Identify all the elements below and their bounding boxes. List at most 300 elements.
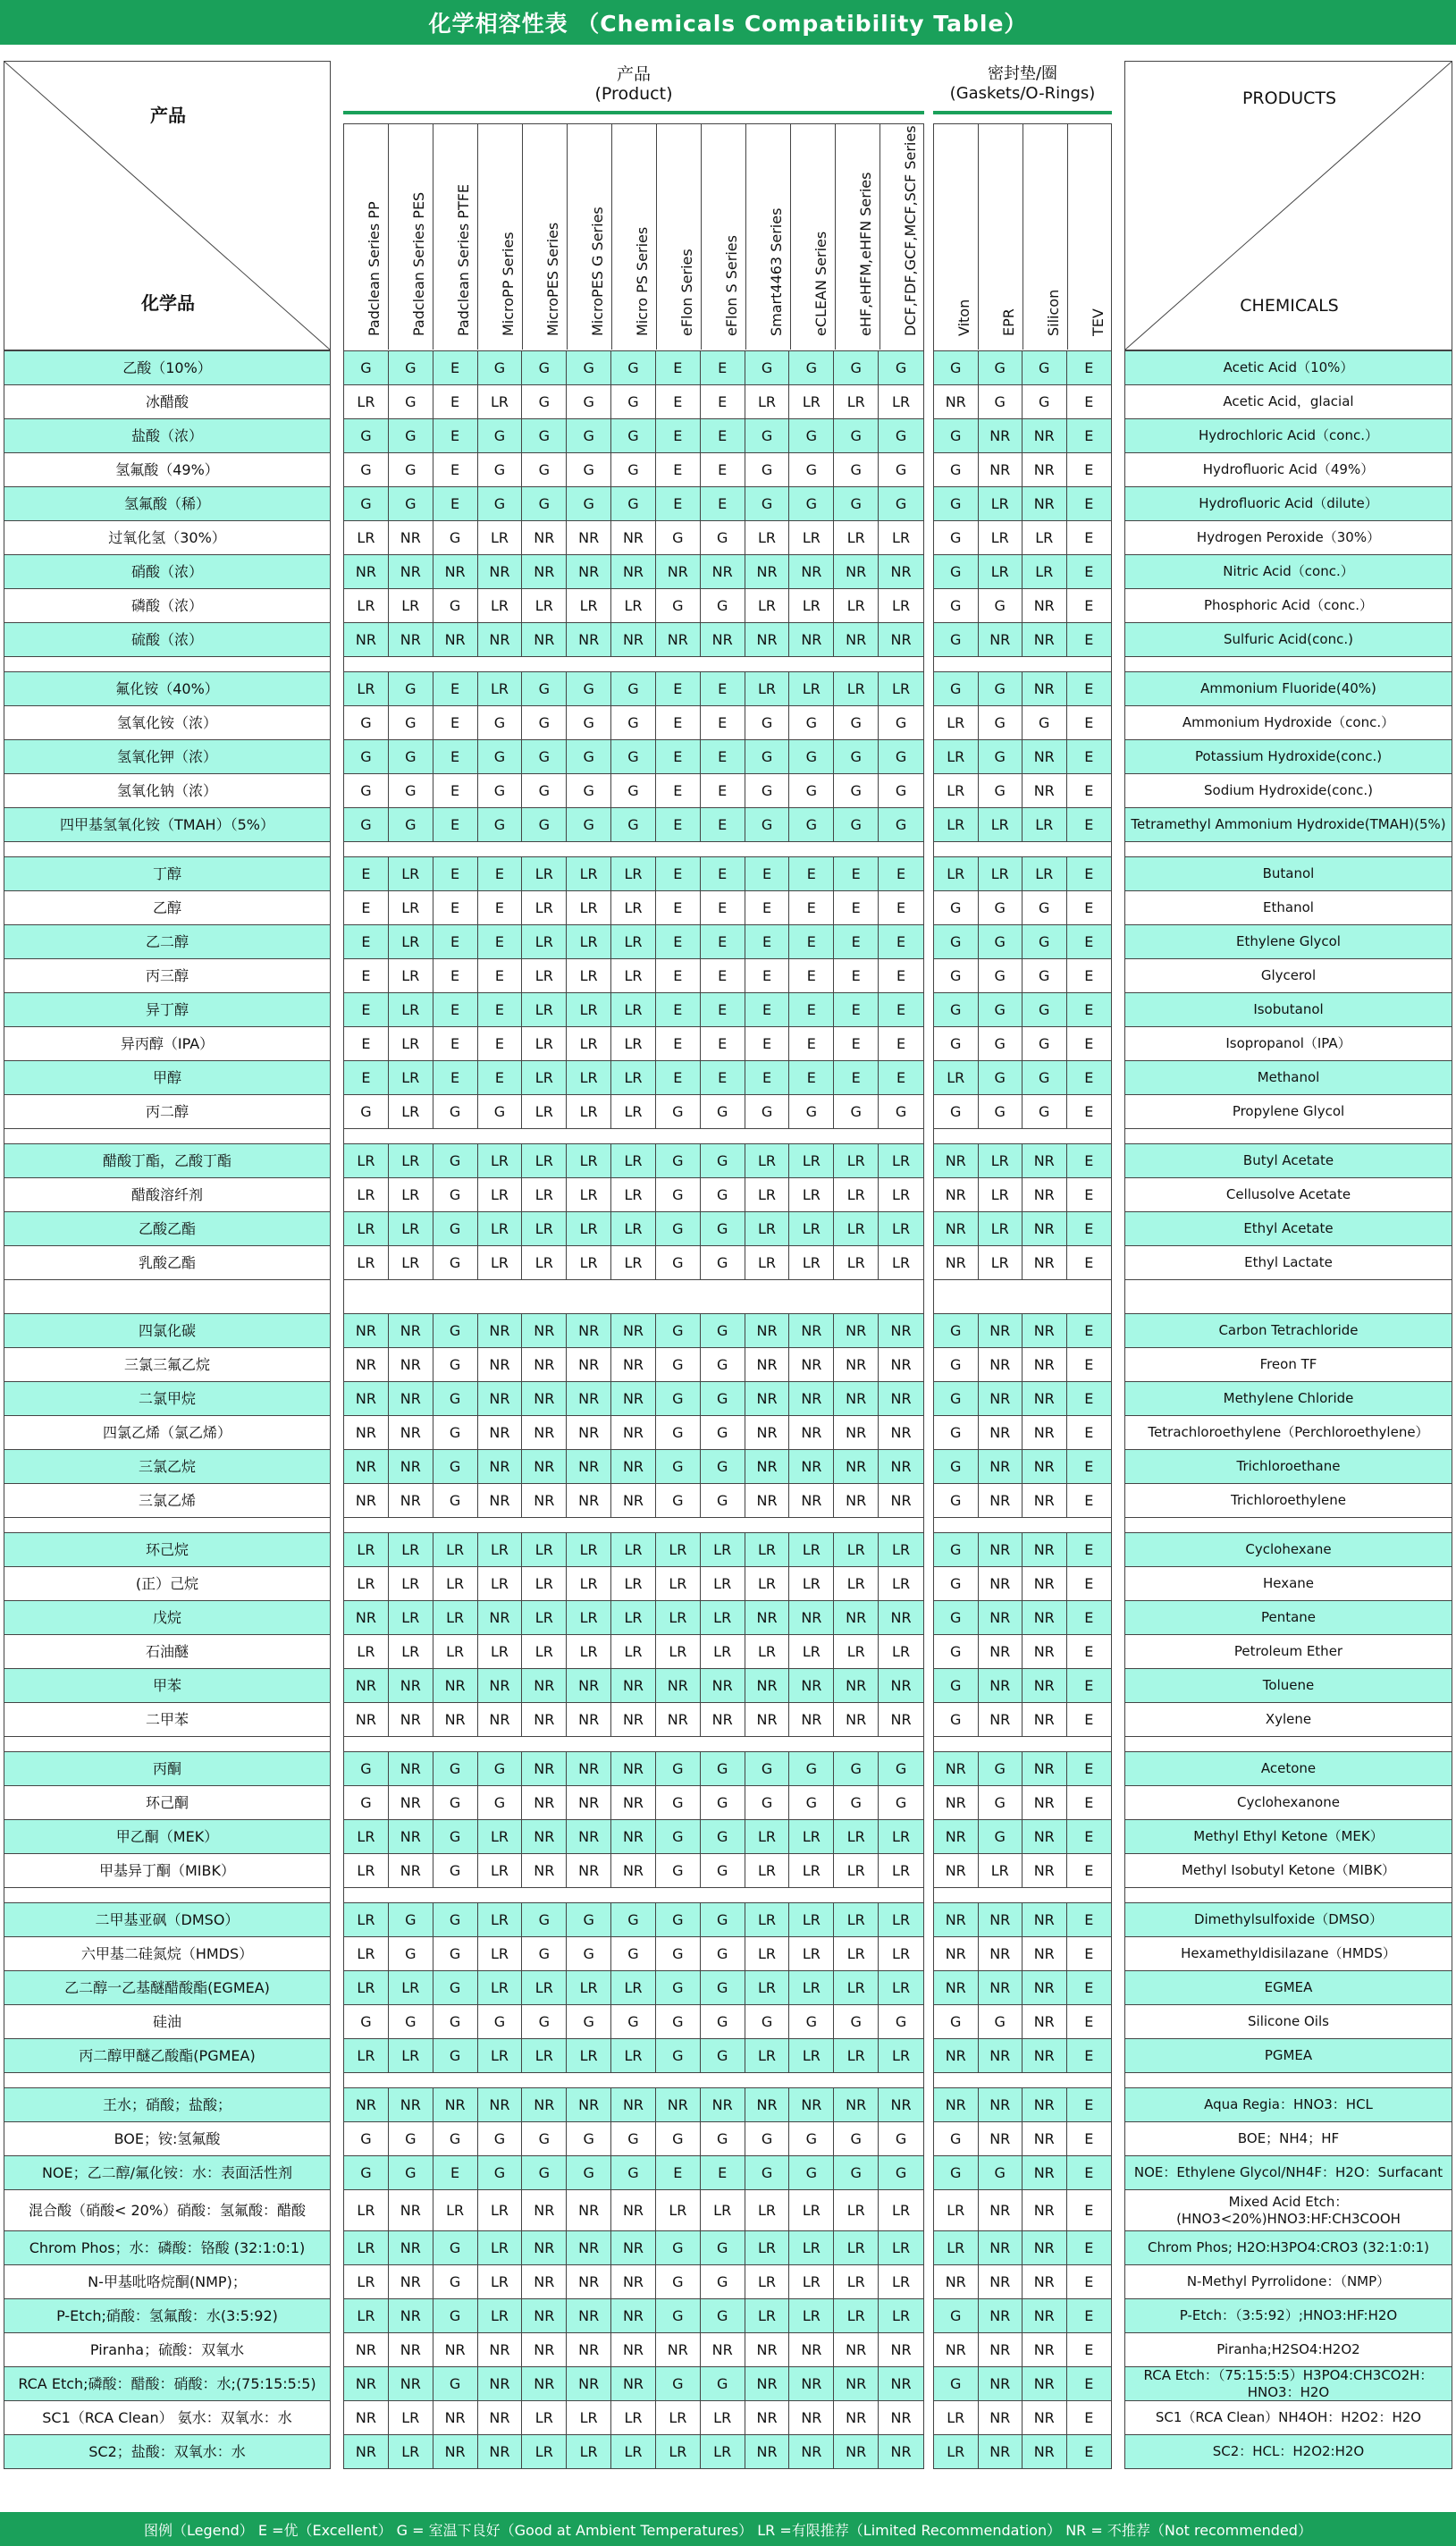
rating-cell: G [656,1786,701,1819]
table-row-label-cn [4,1415,331,1449]
table-row-label-en [1124,1785,1452,1819]
rating-cell: NR [522,1382,567,1415]
rating-cell: NR [1023,419,1067,452]
rating-cell: NR [522,2088,567,2121]
product-column-label: Padclean Series PP [365,201,383,336]
rating-cell: LR [789,385,834,418]
rating-cell: LR [611,1061,656,1094]
table-row-label-cn [4,705,331,739]
rating-cell: E [789,925,834,958]
table-row-products [343,773,924,807]
rating-cell: E [745,959,790,992]
rating-cell: LR [522,2401,567,2434]
table-row-label-cn [4,1566,331,1600]
rating-cell: E [656,808,701,841]
rating-cell: G [478,774,523,807]
group-separator [1124,1736,1452,1751]
table-row-gaskets [933,2400,1112,2434]
rating-cell: LR [892,679,911,697]
table-row-label-cn [4,1211,331,1245]
rating-cell: NR [979,453,1023,486]
table-row-products [343,1060,924,1094]
rating-cell: G [1023,891,1067,924]
rating-cell: LR [567,1601,611,1634]
rating-cell: E [656,419,701,452]
chemical-name-cn: SC1（RCA Clean） 氨水：双氧水：水 [42,2409,292,2426]
rating-cell: NR [389,1854,433,1887]
rating-cell: G [934,1382,979,1415]
rating-cell: LR [656,1567,701,1600]
rating-cell: G [895,358,907,376]
rating-cell: E [656,993,701,1026]
rating-cell: E [1084,1540,1094,1558]
rating-cell: NR [567,521,611,554]
rating-cell: G [656,1246,701,1279]
chemical-name-en: Butanol [1262,865,1315,881]
rating-cell: NR [1023,1382,1067,1415]
rating-cell: NR [890,1676,912,1694]
rating-cell: G [745,453,790,486]
chemical-name-cn: Chrom Phos；水：磷酸：铬酸 (32:1:0:1) [29,2239,306,2256]
rating-cell: E [1084,460,1094,478]
chemical-name-cn: 王水；硝酸；盐酸； [102,2096,231,2113]
rating-cell: E [344,891,389,924]
rating-cell: NR [1023,1601,1067,1634]
rating-cell: LR [1023,555,1067,588]
rating-cell: NR [1023,623,1067,656]
rating-cell: E [1084,426,1094,444]
rating-cell: LR [478,385,523,418]
rating-cell: NR [789,1484,834,1517]
rating-cell: G [934,487,979,520]
rating-cell: NR [745,2435,790,2468]
table-row-gaskets [933,1483,1112,1517]
rating-cell: G [701,2039,745,2072]
rating-cell: NR [567,1416,611,1449]
rating-cell: LR [522,959,567,992]
rating-cell: E [834,891,879,924]
rating-cell: NR [890,1608,912,1626]
product-column-label: DCF,FDF,GCF,MCF,SCF Series [902,125,919,336]
rating-cell: G [934,589,979,622]
table-row-gaskets [933,958,1112,992]
rating-cell: E [701,419,745,452]
rating-cell: E [834,1027,879,1060]
rating-cell: NR [389,1450,433,1483]
rating-cell: NR [522,1450,567,1483]
rating-cell: NR [1023,2367,1067,2400]
rating-cell: G [701,589,745,622]
rating-cell: LR [344,521,389,554]
table-row-label-en [1124,671,1452,705]
rating-cell: G [389,774,433,807]
rating-cell: E [701,808,745,841]
table-row-label-cn [4,1177,331,1211]
chemical-name-en: Piranha;H2SO4:H2O2 [1216,2341,1360,2357]
table-row-products [343,1970,924,2004]
rating-cell: NR [522,2231,567,2264]
rating-cell: NR [344,555,389,588]
table-row-label-en [1124,2121,1452,2155]
rating-cell: NR [567,2265,611,2298]
table-row-gaskets [933,384,1112,418]
rating-cell: LR [892,1185,911,1203]
rating-cell: LR [611,1635,656,1668]
rating-cell: G [789,2122,834,2155]
rating-cell: G [344,351,389,384]
table-row-gaskets [933,1902,1112,1936]
rating-cell: NR [611,1484,656,1517]
chemical-name-en: Methylene Chloride [1223,1390,1354,1406]
rating-cell: LR [522,891,567,924]
table-row-products [343,2264,924,2298]
rating-cell: LR [389,1601,433,1634]
rating-cell: LR [478,1635,523,1668]
table-row-label-cn [4,554,331,588]
table-row-products [343,1600,924,1634]
table-row-label-en [1124,1566,1452,1600]
table-row-label-cn [4,2298,331,2332]
rating-cell: LR [745,2039,790,2072]
rating-cell: G [389,487,433,520]
rating-cell: LR [834,521,879,554]
rating-cell: NR [522,2333,567,2366]
rating-cell: LR [611,1212,656,1245]
table-row-gaskets [933,588,1112,622]
table-row-label-en [1124,924,1452,958]
rating-cell: E [1084,1491,1094,1509]
table-row-label-en [1124,2189,1452,2230]
rating-cell: LR [611,1567,656,1600]
rating-cell: LR [611,589,656,622]
table-row-gaskets [933,1600,1112,1634]
rating-cell: NR [656,623,701,656]
rating-cell: G [979,385,1023,418]
rating-cell: NR [834,623,879,656]
chemical-name-en: Potassium Hydroxide(conc.) [1194,748,1383,764]
table-row-products [343,1483,924,1517]
rating-cell: LR [745,1937,790,1970]
rating-cell: G [979,925,1023,958]
table-row-label-en [1124,1094,1452,1128]
table-row-products [343,958,924,992]
rating-cell: NR [979,1348,1023,1381]
rating-cell: E [1084,747,1094,765]
rating-cell: G [895,713,907,731]
table-row-label-cn [4,2189,331,2230]
rating-cell: NR [979,2088,1023,2121]
table-row-label-en [1124,418,1452,452]
rating-cell: E [1084,1457,1094,1475]
chemical-name-cn: 环己烷 [145,1541,189,1558]
gasket-column-header [979,124,1023,350]
rating-cell: NR [979,2401,1023,2434]
rating-cell: G [389,2156,433,2189]
table-row-gaskets [933,1143,1112,1177]
rating-cell: LR [611,1246,656,1279]
rating-cell: NR [389,2231,433,2264]
product-column-label: MicroPES G Series [588,207,606,336]
table-row-gaskets [933,2230,1112,2264]
rating-cell: LR [934,1061,979,1094]
rating-cell: E [656,385,701,418]
chemical-name-cn: 盐酸（浓） [130,427,203,444]
rating-cell: LR [567,857,611,890]
rating-cell: LR [701,1601,745,1634]
table-row-label-cn [4,958,331,992]
table-row-gaskets [933,992,1112,1026]
rating-cell: NR [389,1669,433,1702]
table-row-gaskets [933,520,1112,554]
rating-cell: G [567,1937,611,1970]
rating-cell: NR [344,1601,389,1634]
rating-cell: LR [522,993,567,1026]
rating-cell: NR [1023,1246,1067,1279]
rating-cell: G [656,1484,701,1517]
rating-cell: G [745,2156,790,2189]
rating-cell: NR [567,1703,611,1736]
group-separator [1124,656,1452,671]
rating-cell: NR [934,1971,979,2004]
rating-cell: LR [611,1533,656,1566]
chemical-name-cn: 四氯化碳 [138,1322,196,1339]
table-row-label-cn [4,2230,331,2264]
rating-cell: LR [522,1144,567,1177]
table-row-label-en [1124,1415,1452,1449]
rating-cell: NR [344,1703,389,1736]
rating-cell: LR [611,1971,656,2004]
rating-cell: G [834,808,879,841]
rating-cell: G [934,672,979,705]
table-row-products [343,2400,924,2434]
table-row-label-cn [4,1381,331,1415]
table-row-products [343,2434,924,2468]
rating-cell: LR [478,2190,523,2230]
chemical-name-cn: 乙二醇 [145,933,189,950]
rating-cell: LR [745,1854,790,1887]
chemical-name-cn: 二氯甲烷 [138,1390,196,1407]
rating-cell: NR [1023,487,1067,520]
rating-cell: LR [789,1144,834,1177]
rating-cell: LR [892,1540,911,1558]
rating-cell: E [701,1027,745,1060]
rating-cell: NR [389,1314,433,1347]
chemical-name-cn: 异丙醇（IPA） [120,1035,215,1052]
rating-cell: LR [389,891,433,924]
rating-cell: G [478,706,523,739]
rating-cell: G [895,1759,907,1777]
table-row-label-cn [4,520,331,554]
rating-cell: LR [789,1212,834,1245]
rating-cell: G [656,1450,701,1483]
rating-cell: G [656,521,701,554]
rating-cell: G [478,1095,523,1128]
rating-cell: E [1084,2046,1094,2064]
rating-cell: LR [892,596,911,614]
rating-cell: G [389,740,433,773]
table-row-label-en [1124,2038,1452,2072]
rating-cell: NR [344,2333,389,2366]
rating-cell: NR [789,2401,834,2434]
rating-cell: LR [522,925,567,958]
table-row-label-en [1124,1634,1452,1668]
rating-cell: G [656,1348,701,1381]
rating-cell: LR [389,1144,433,1177]
rating-cell: G [522,487,567,520]
chemical-name-en: Cyclohexanone [1237,1794,1340,1810]
table-row-label-cn [4,2400,331,2434]
rating-cell: G [611,740,656,773]
table-row-label-cn [4,890,331,924]
chemical-name-en: Hydrofluoric Acid（dilute） [1199,495,1378,511]
rating-cell: G [701,1095,745,1128]
rating-cell: NR [934,1212,979,1245]
rating-cell: G [979,2005,1023,2038]
chemical-name-cn: 乙醇 [152,899,181,916]
rating-cell: NR [934,2333,979,2366]
chemical-name-en: Acetone [1260,1760,1317,1776]
rating-cell: G [656,1752,701,1785]
rating-cell: NR [611,1820,656,1853]
rating-cell: G [701,1484,745,1517]
rating-cell: LR [701,1533,745,1566]
rating-cell: NR [1023,672,1067,705]
rating-cell: E [1084,1355,1094,1373]
rating-cell: NR [611,1669,656,1702]
rating-cell: NR [389,1752,433,1785]
rating-cell: E [344,925,389,958]
rating-cell: G [433,1144,478,1177]
rating-cell: NR [433,2088,478,2121]
rating-cell: NR [611,1450,656,1483]
rating-cell: LR [789,672,834,705]
rating-cell: NR [934,2088,979,2121]
chemical-name-en: RCA Etch：（75:15:5:5）H3PO4:CH3CO2H：HNO3：H2O [1143,2366,1434,2400]
rating-cell: LR [789,1178,834,1211]
table-row-products [343,1381,924,1415]
rating-cell: G [344,2005,389,2038]
right-header-top: PRODUCTS [1241,89,1337,108]
table-row-label-en [1124,1313,1452,1347]
rating-cell: NR [522,1703,567,1736]
rating-cell: NR [478,555,523,588]
rating-cell: G [701,1246,745,1279]
rating-cell: G [611,2156,656,2189]
rating-cell: G [567,808,611,841]
chemical-name-en: Carbon Tetrachloride [1218,1322,1359,1338]
table-row-label-cn [4,2332,331,2366]
rating-cell: G [895,460,907,478]
rating-cell: NR [979,1601,1023,1634]
chemical-name-cn: 氢氧化铵（浓） [116,714,217,731]
rating-cell: E [433,453,478,486]
rating-cell: G [656,1903,701,1936]
rating-cell: G [656,1314,701,1347]
rating-cell: NR [478,1484,523,1517]
group-separator [4,1128,331,1143]
rating-cell: NR [433,555,478,588]
rating-cell: LR [745,1820,790,1853]
table-row-label-cn [4,486,331,520]
rating-cell: G [522,808,567,841]
rating-cell: NR [934,1786,979,1819]
rating-cell: NR [701,555,745,588]
chemical-name-en: Cyclohexane [1245,1541,1332,1557]
rating-cell: G [522,385,567,418]
rating-cell: G [934,993,979,1026]
rating-cell: LR [934,857,979,890]
rating-cell: G [934,1027,979,1060]
rating-cell: E [789,993,834,1026]
rating-cell: G [934,1095,979,1128]
rating-cell: LR [745,1635,790,1668]
rating-cell: NR [611,1416,656,1449]
rating-cell: NR [389,1820,433,1853]
chemical-name-en: Tetramethyl Ammonium Hydroxide(TMAH)(5%) [1131,816,1446,832]
rating-cell: G [1023,993,1067,1026]
rating-cell: NR [522,1786,567,1819]
rating-cell: E [701,925,745,958]
rating-cell: NR [344,623,389,656]
chemical-name-cn: 乙二醇一乙基醚醋酸酯(EGMEA) [64,1979,270,1996]
table-row-label-cn [4,588,331,622]
table-row-label-cn [4,350,331,384]
rating-cell: G [895,747,907,765]
rating-cell: G [745,1095,790,1128]
rating-cell: E [1084,2408,1094,2426]
rating-cell: E [1084,1321,1094,1339]
chemical-name-cn: 硅油 [152,2013,181,2030]
rating-cell: G [934,891,979,924]
rating-cell: G [567,2005,611,2038]
rating-cell: E [1084,1034,1094,1052]
rating-cell: G [934,351,979,384]
rating-cell: LR [979,555,1023,588]
rating-cell: G [611,808,656,841]
table-row-label-cn [4,452,331,486]
rating-cell: G [934,1703,979,1736]
rating-cell: G [934,1533,979,1566]
table-row-gaskets [933,2087,1112,2121]
rating-cell: LR [478,1178,523,1211]
product-column-header [389,124,433,350]
table-row-gaskets [933,1970,1112,2004]
chemical-name-en: Hexane [1262,1575,1315,1591]
rating-cell: G [934,1416,979,1449]
rating-cell: NR [522,2299,567,2332]
rating-cell: E [344,1027,389,1060]
rating-cell: LR [611,1178,656,1211]
chemical-name-en: Ethyl Lactate [1244,1254,1333,1270]
rating-cell: E [834,959,879,992]
rating-cell: NR [344,1416,389,1449]
table-row-gaskets [933,1702,1112,1736]
chemical-name-cn: 乳酸乙酯 [138,1254,196,1271]
rating-cell: NR [522,1854,567,1887]
rating-cell: LR [745,521,790,554]
rating-cell: NR [656,555,701,588]
rating-cell: NR [701,2333,745,2366]
table-row-products [343,890,924,924]
rating-cell: LR [478,1937,523,1970]
rating-cell: NR [789,1382,834,1415]
table-row-gaskets [933,2121,1112,2155]
rating-cell: LR [789,2190,834,2230]
table-row-products [343,1853,924,1887]
table-row-products [343,554,924,588]
table-row-label-en [1124,1026,1452,1060]
rating-cell: E [1084,1185,1094,1203]
